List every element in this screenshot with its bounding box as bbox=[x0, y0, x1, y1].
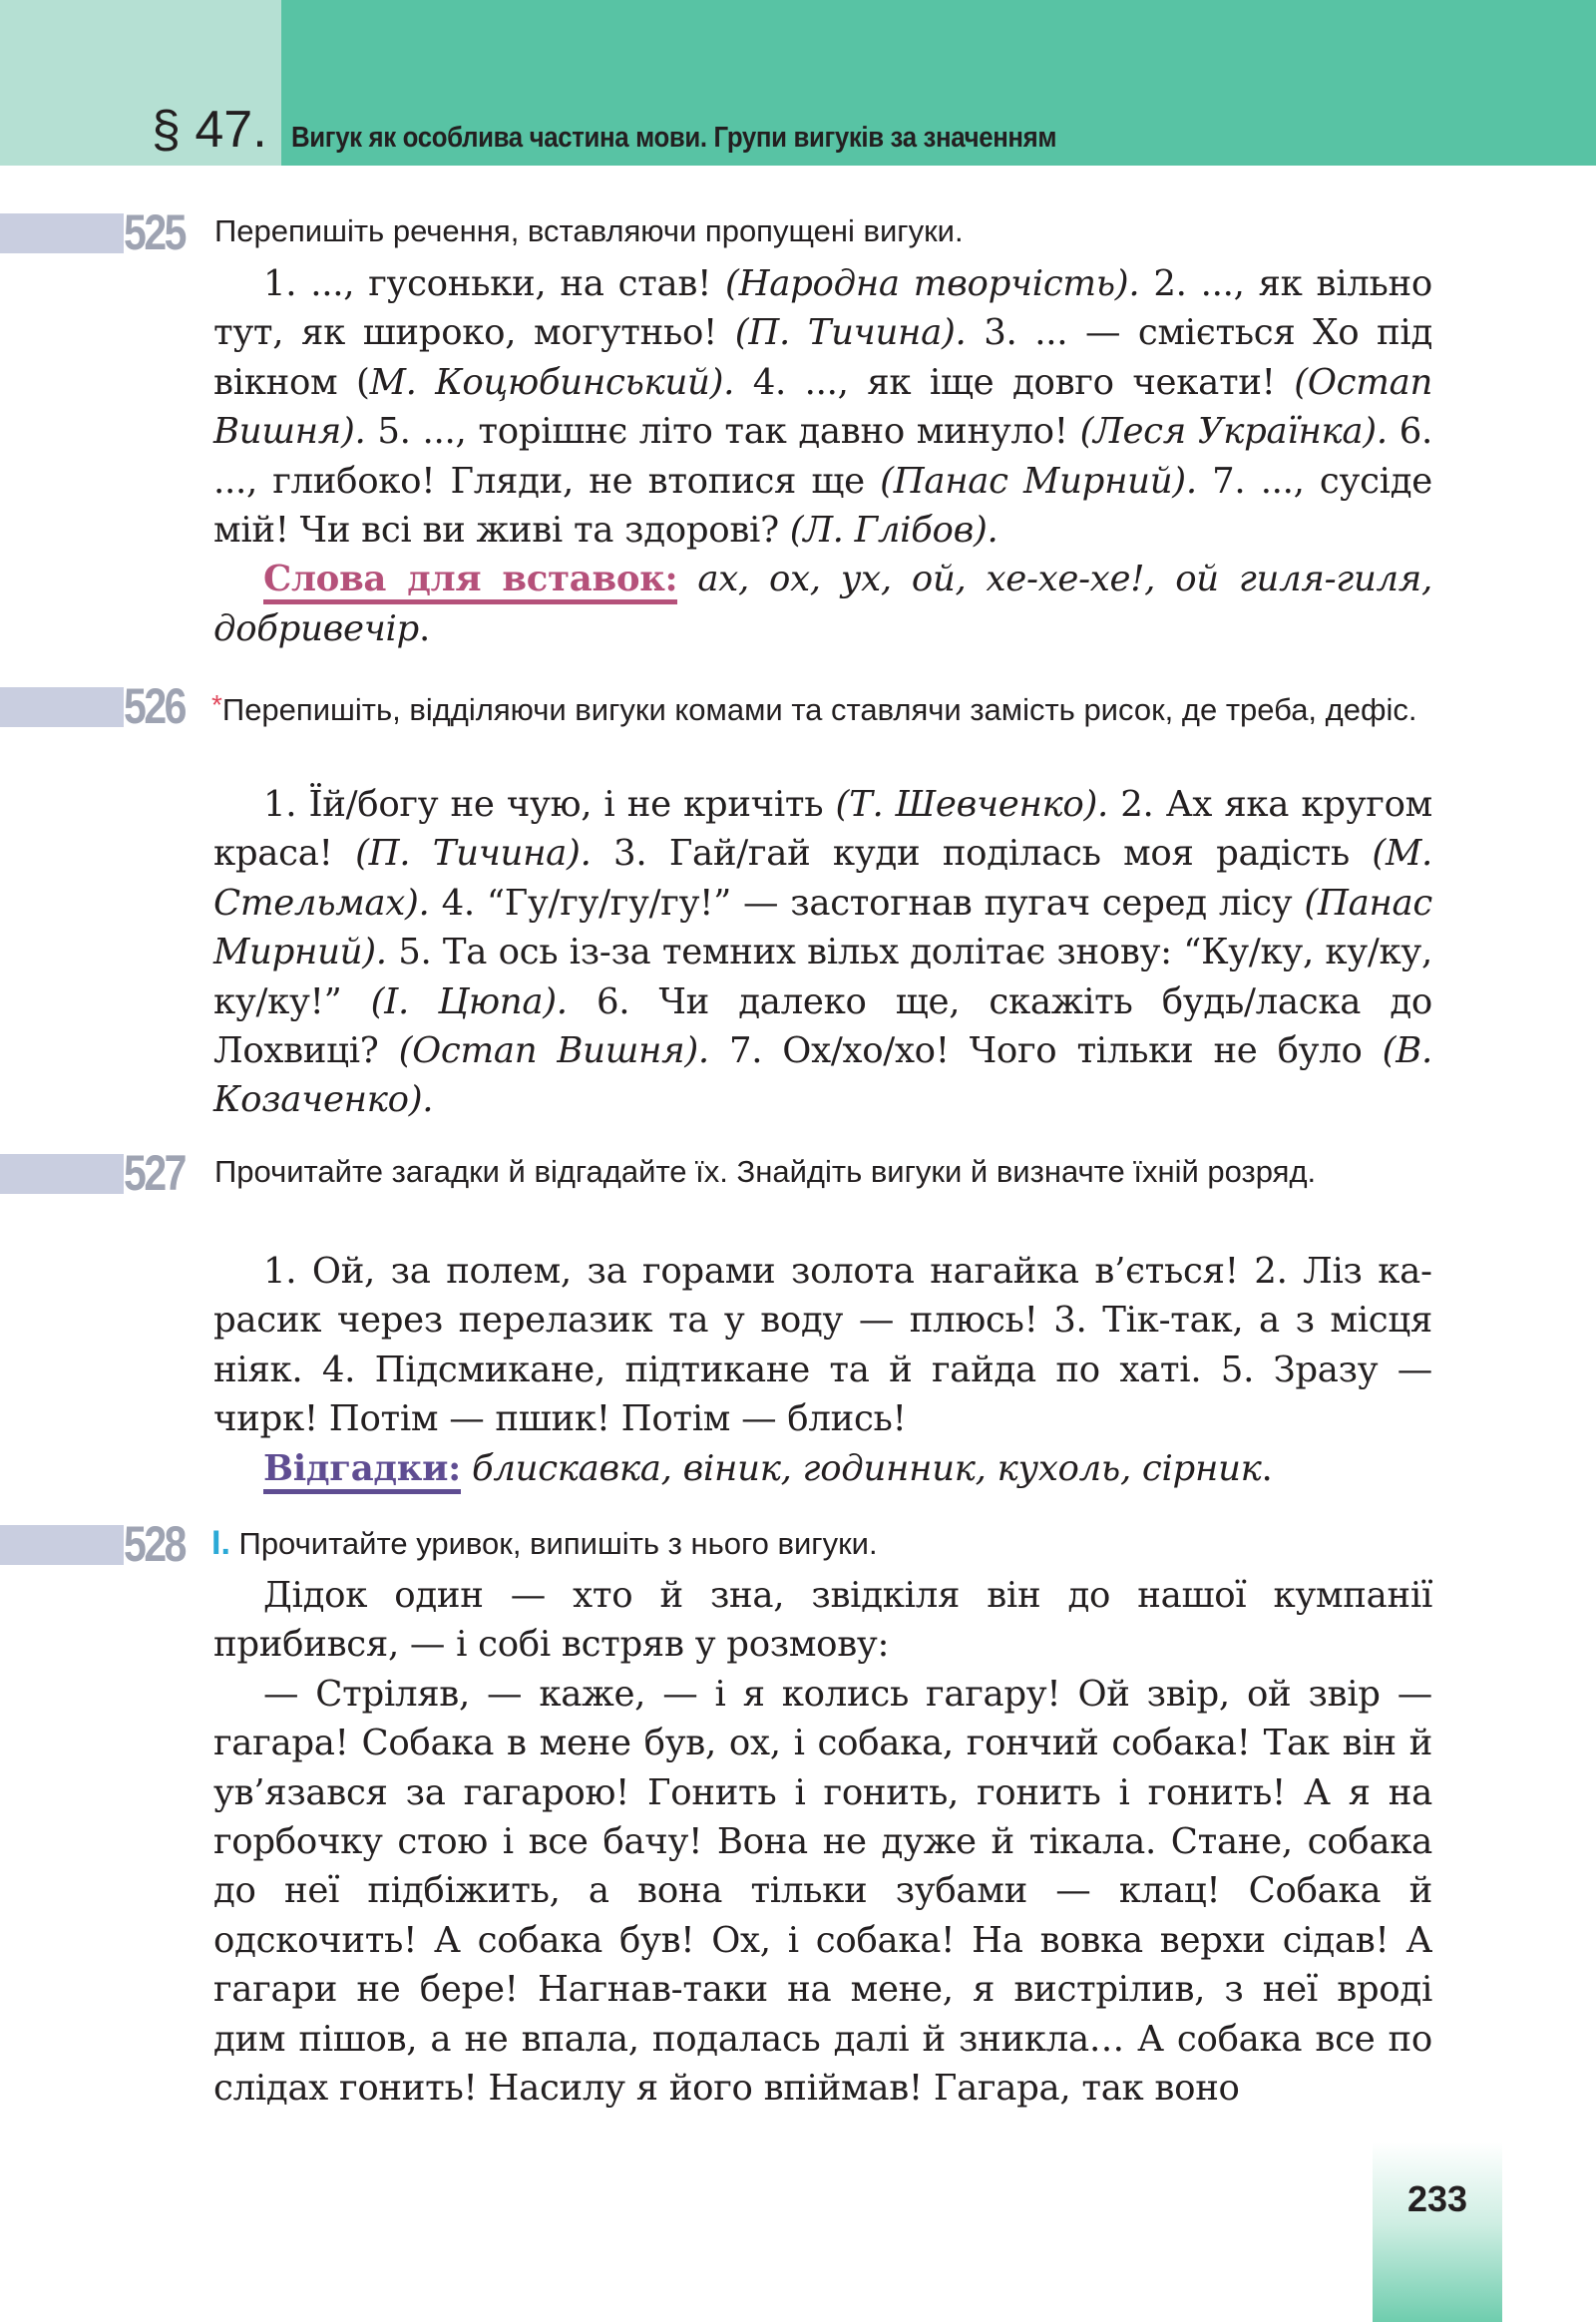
paragraph bbox=[213, 1247, 1432, 1444]
exercise-body bbox=[213, 780, 1432, 1125]
paragraph bbox=[213, 1670, 1432, 2114]
exercise-tab bbox=[0, 1525, 124, 1565]
exercise-instruction-text: Перепишіть, відділяючи вигуки комами та ставлячи замість рисок, де треба, дефіс. bbox=[221, 692, 1417, 727]
exercise-marker: І. bbox=[211, 1524, 230, 1562]
text-run: 2. Ах яка кругом краса! bbox=[213, 784, 1432, 875]
text-run: 1. ..., гусоньки, на став! bbox=[263, 263, 726, 304]
keyword-label: Відгадки: bbox=[263, 1448, 461, 1494]
italic-text: ах, ох, ух, ой, хе-хе-хе!, ой гиля-гиля, добривечір bbox=[213, 559, 1432, 649]
italic-text: блискавка, віник, годинник, кухоль, сірник bbox=[471, 1447, 1262, 1489]
section-heading bbox=[152, 100, 1151, 166]
exercise-instruction bbox=[211, 681, 1433, 734]
italic-text: (Панас Мирний). bbox=[213, 882, 1432, 973]
exercise-tab bbox=[0, 213, 124, 253]
exercise-number: 525 bbox=[124, 204, 186, 260]
text-run bbox=[461, 1448, 472, 1489]
exercise-instruction: Прочитайте загадки й відгадайте їх. Знайдіть вигуки й визначте їхній розряд. bbox=[214, 1154, 1317, 1189]
exercise-instruction-text: Прочитайте уривок, випишіть з нього вигуки. bbox=[238, 1526, 878, 1561]
italic-text: (М. Стельмах). bbox=[213, 833, 1433, 924]
exercise-number: 526 bbox=[124, 678, 186, 734]
exercise-number: 527 bbox=[124, 1145, 186, 1201]
text-run: 5. Та ось із-за темних вільх долітає знову: “Ку/ку, ку/ку, ку/ку!” bbox=[213, 932, 1432, 1022]
exercise-instruction bbox=[211, 1519, 1433, 1568]
text-run: 6. ..., глибоко! Гляди, не втопися ще bbox=[213, 411, 1432, 502]
text-run: 2. ..., як вільно тут, як широко, могутньо! bbox=[213, 263, 1432, 354]
text-run bbox=[677, 559, 697, 599]
text-run: 7. ..., сусіде мій! Чи всі ви живі та здорові? bbox=[213, 460, 1432, 552]
italic-text: М. Коцюбинський). bbox=[369, 361, 735, 403]
text-run: 3. ... — сміється Хо під вікном ( bbox=[213, 312, 1433, 403]
exercise-body bbox=[213, 1247, 1432, 1493]
italic-text: (Т. Шевченко). bbox=[835, 784, 1109, 825]
exercise-body bbox=[213, 1571, 1432, 2113]
paragraph bbox=[213, 555, 1432, 653]
text-run: . bbox=[1261, 1447, 1273, 1489]
italic-text: (Остап Вишня). bbox=[213, 361, 1433, 453]
text-run: 6. Чи далеко ще, скажіть будь/ласка до Лохвиці? bbox=[213, 980, 1432, 1072]
italic-text: (Народна творчість). bbox=[725, 263, 1140, 304]
text-run: 7. Ох/хо/хо! Чого тільки не було bbox=[708, 1030, 1383, 1072]
italic-text: (П. Тичина). bbox=[355, 833, 592, 875]
exercise-tab bbox=[0, 1154, 124, 1194]
paragraph bbox=[213, 259, 1432, 555]
italic-text: (Панас Мирний). bbox=[880, 460, 1197, 502]
text-run: 4. “Гу/гу/гу/гу!” — застогнав пугач серед лісу bbox=[429, 882, 1305, 924]
text-run: 4. ..., як іще довго чекати! bbox=[734, 361, 1295, 403]
paragraph bbox=[213, 780, 1432, 1125]
exercise-number: 528 bbox=[124, 1516, 186, 1572]
italic-text: (П. Тичина). bbox=[734, 312, 967, 354]
exercise-instruction: Перепишіть речення, вставляючи пропущені вигуки. bbox=[214, 213, 964, 248]
text-run: . bbox=[418, 607, 430, 649]
italic-text: (І. Цюпа). bbox=[370, 980, 568, 1022]
text-run: 5. ..., торішнє літо так давно минуло! bbox=[365, 411, 1080, 453]
italic-text: (Леся Українка). bbox=[1079, 411, 1388, 453]
italic-text: (Л. Глібов). bbox=[789, 510, 998, 552]
italic-text: (Остап Вишня). bbox=[398, 1030, 709, 1072]
section-title: Вигук як особлива частина мови. Групи вигуків за значенням bbox=[290, 122, 1056, 154]
section-number: § 47. bbox=[152, 101, 267, 159]
italic-text: (В. Козаченко). bbox=[213, 1030, 1432, 1121]
text-run: 3. Гай/гай куди поділась моя радість bbox=[591, 833, 1373, 875]
exercise-body bbox=[213, 259, 1432, 653]
page-number: 233 bbox=[1406, 2178, 1468, 2219]
exercise-marker: * bbox=[211, 689, 222, 720]
text-run: Дідок один — хто й зна, звідкіля він до нашої кумпанії прибився, — і собі встряв у розмову: bbox=[213, 1575, 1432, 1666]
text-run: 1. Ой, за полем, за горами золота нагайка в’ється! 2. Ліз карасик через перелазик та у воду — плюсь! 3. Тік-так, а з місця ніяк. 4. Підсмикане, підтикане та й гайда по хаті. 5. Зразу — чирк! Потім — пшик! Потім — блись! bbox=[213, 1251, 1432, 1440]
paragraph bbox=[213, 1444, 1432, 1493]
text-run: — Стріляв, — каже, — і я колись гагару! Ой звір, ой звір — гагара! Собака в мене був, ох, і собака, гончий собака! Так він й ув’язався за гагарою! Гонить і гонить, гонить і гонить! А я на горбочку стою і все бачу! Вона не дуже й тікала. Стане, собака до неї підбіжить, а вона тільки зубами — клац! Собака й одскочить! А собака був! Ох, і собака! На вовка верхи сідав! А гагари не бере! Нагнав-таки на мене, я вистрілив, з неї вроді дим пішов, а не впала, подалась далі й зникла… А собака все по слідах гонить! Насилу я його впіймав! Гагара, так воно bbox=[213, 1673, 1432, 2110]
exercise-tab bbox=[0, 687, 124, 727]
paragraph bbox=[213, 1571, 1432, 1670]
keyword-label: Слова для вставок: bbox=[263, 559, 677, 604]
text-run: 1. Їй/богу не чую, і не кричіть bbox=[263, 784, 836, 825]
page-number-tab bbox=[1373, 2142, 1502, 2322]
